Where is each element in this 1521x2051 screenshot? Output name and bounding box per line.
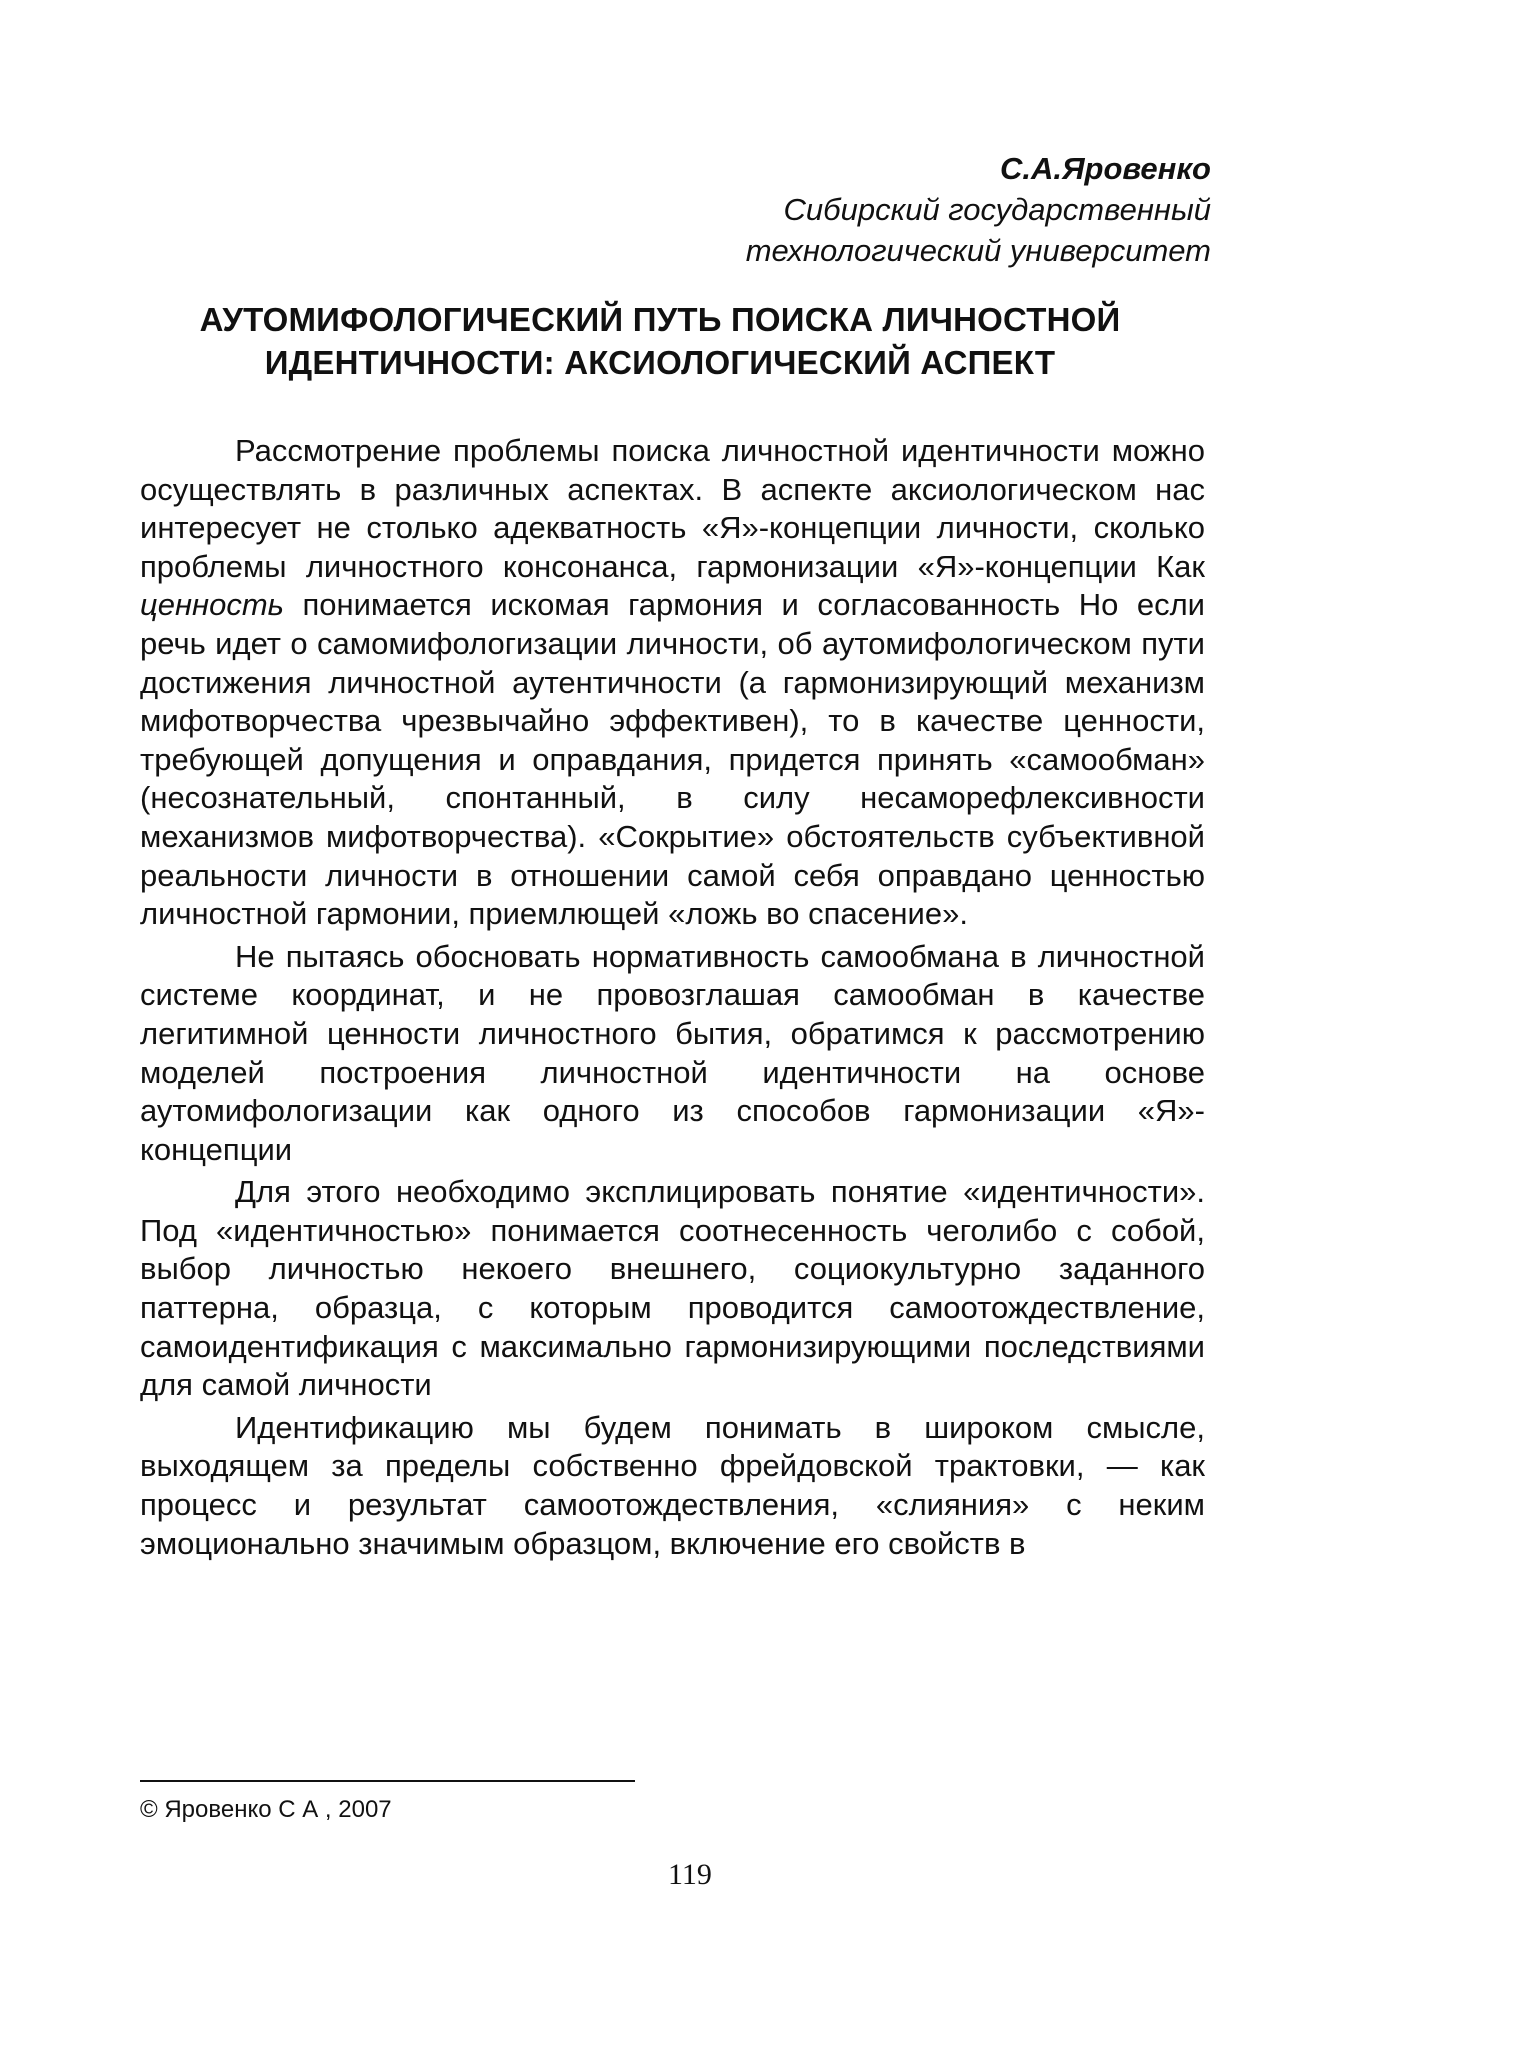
- paragraph-text: понимается искомая гармония и согласованность Но если речь идет о самомифологизации личности, об аутомифологическом пути достижения личностной аутентичности (а гармонизирующий механизм мифотворчества чрезвычайно эффективен), то в качестве ценности, требующей допущения и оправдания, придется принять «самообман» (несознательный, спонтанный, в силу несаморефлексивности механизмов мифотворчества). «Сокрытие» обстоятельств субъективной реальности личности в отношении самой себя оправдано ценностью личностной гармонии, приемлющей «ложь во спасение».: [140, 587, 1205, 932]
- paragraph: Для этого необходимо эксплицировать понятие «идентичности». Под «идентичностью» понимается соотнесенность чеголибо с собой, выбор личностью некоего внешнего, социокультурно заданного паттерна, образца, с которым проводится самоотождествление, самоидентификация с максимально гармонизирующими последствиями для самой личности: [140, 1174, 1205, 1403]
- footnote-divider: [140, 1780, 635, 1782]
- author-block: [746, 148, 1211, 271]
- article-title: [140, 298, 1180, 384]
- paragraph: Идентификацию мы будем понимать в широком смысле, выходящем за пределы собственно фрейдовской трактовки, — как процесс и результат самоотождествления, «слияния» с неким эмоционально значимым образцом, включение его свойств в: [140, 1409, 1205, 1561]
- copyright-footnote: © Яровенко С А , 2007: [140, 1796, 392, 1823]
- author-name: С.А.Яровенко: [999, 151, 1211, 186]
- paragraph: [140, 432, 1205, 934]
- paragraph: Не пытаясь обосновать нормативность самообмана в личностной системе координат, и не провозглашая самообман в качестве легитимной ценности личностного бытия, обратимся к рассмотрению моделей построения личностной идентичности на основе аутомифологизации как одного из способов гармонизации «Я»-концепции: [140, 938, 1205, 1167]
- emphasis-text: ценность: [140, 587, 284, 623]
- title-line: ИДЕНТИЧНОСТИ: АКСИОЛОГИЧЕСКИЙ АСПЕКТ: [264, 344, 1056, 381]
- paragraph-text: Рассмотрение проблемы поиска личностной идентичности можно осуществлять в различных аспектах. В аспекте аксиологическом нас интересует не столько адекватность «Я»-концепции личности, сколько проблемы личностного консонанса, гармонизации «Я»-концепции Как: [140, 433, 1205, 584]
- affiliation-line: Сибирский государственный: [783, 192, 1211, 227]
- page-number: 119: [668, 1858, 712, 1891]
- article-body: [140, 432, 1205, 1567]
- affiliation-line: технологический университет: [745, 233, 1211, 268]
- title-line: АУТОМИФОЛОГИЧЕСКИЙ ПУТЬ ПОИСКА ЛИЧНОСТНОЙ: [199, 301, 1121, 338]
